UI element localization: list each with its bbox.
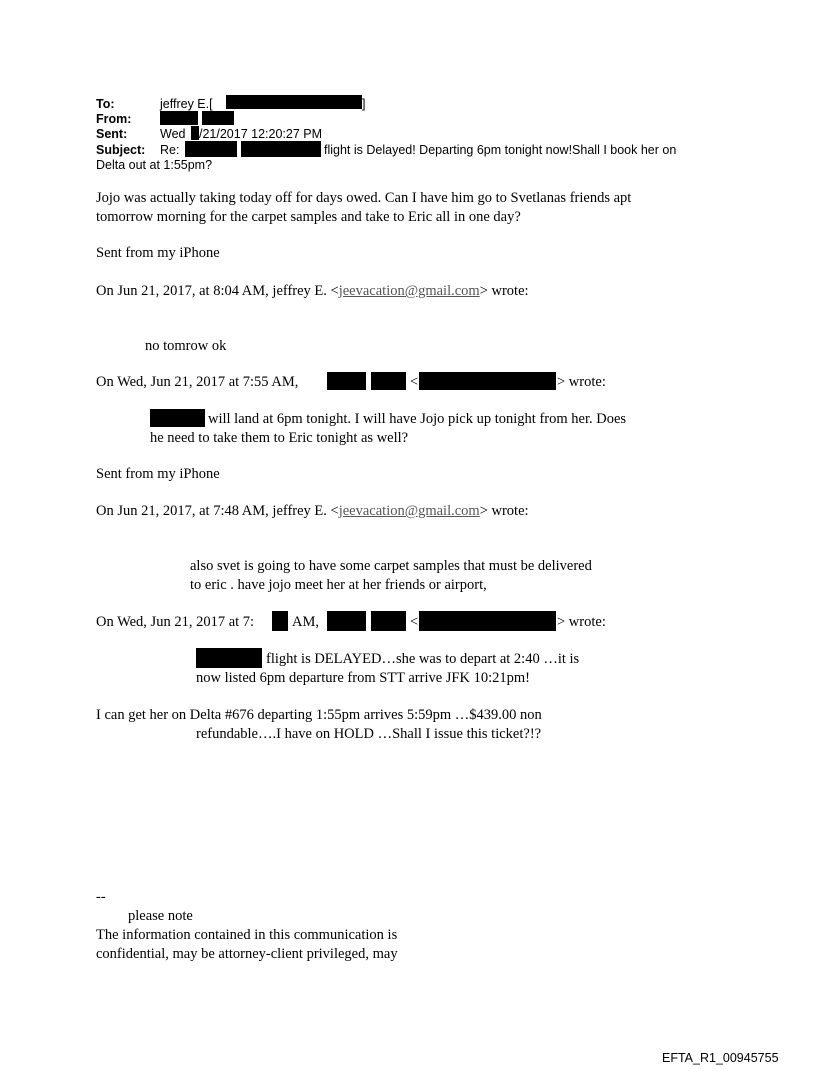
to-value: jeffrey E.[	[160, 97, 213, 111]
paragraph-line: flight is DELAYED…she was to depart at 2:40 …it is	[266, 651, 580, 667]
sent-label: Sent:	[96, 127, 128, 141]
redaction-block	[272, 611, 288, 631]
sent-value: /21/2017 12:20:27 PM	[199, 127, 323, 141]
paragraph-line: will land at 6pm tonight. I will have Jojo pick up tonight from her. Does	[208, 411, 627, 427]
paragraph-line: Jojo was actually taking today off for days owed. Can I have him go to Svetlanas friends apt	[96, 190, 632, 206]
redaction-block	[371, 372, 406, 390]
disclaimer-line: The information contained in this communication is	[96, 927, 398, 943]
reply-text: no tomrow ok	[145, 338, 227, 354]
to-label: To:	[96, 97, 115, 111]
quote-header-text: <	[410, 614, 419, 630]
from-label: From:	[96, 112, 132, 126]
disclaimer-line: confidential, may be attorney-client privileged, may	[96, 946, 398, 962]
quote-header	[96, 502, 529, 521]
redaction-block	[371, 611, 406, 631]
quote-header-text: > wrote:	[479, 283, 529, 299]
disclaimer-note: please note	[128, 908, 193, 924]
quote-header-text: On Wed, Jun 21, 2017 at 7:55 AM,	[96, 374, 299, 390]
paragraph-line: also svet is going to have some carpet samples that must be delivered	[190, 558, 592, 574]
quote-header-text: On Wed, Jun 21, 2017 at 7:	[96, 614, 255, 630]
redaction-block	[327, 372, 366, 390]
redaction-block	[160, 111, 198, 125]
paragraph-line: now listed 6pm departure from STT arrive JFK 10:21pm!	[196, 670, 530, 686]
redaction-block	[185, 141, 237, 157]
subject-rest: flight is Delayed! Departing 6pm tonight now!Shall I book her on	[324, 143, 677, 157]
quote-header	[96, 282, 529, 301]
redaction-block	[327, 611, 366, 631]
paragraph-line: he need to take them to Eric tonight as well?	[150, 430, 409, 446]
paragraph-line: refundable….I have on HOLD …Shall I issue this ticket?!?	[196, 726, 542, 742]
redaction-block	[419, 372, 556, 390]
paragraph-line: I can get her on Delta #676 departing 1:55pm arrives 5:59pm …$439.00 non	[96, 707, 542, 723]
email-link[interactable]: jeevacation@gmail.com	[338, 503, 480, 519]
signature-sent-from-iphone: Sent from my iPhone	[96, 466, 220, 482]
subject-label: Subject:	[96, 143, 146, 157]
quote-header-text: AM,	[292, 614, 319, 630]
redaction-block	[241, 141, 321, 157]
redaction-block	[196, 648, 262, 668]
redaction-block	[226, 95, 362, 109]
quote-header-text: On Jun 21, 2017, at 8:04 AM, jeffrey E. <	[96, 283, 339, 299]
redaction-block	[202, 111, 234, 125]
redaction-block	[419, 611, 556, 631]
email-link[interactable]: jeevacation@gmail.com	[338, 283, 480, 299]
signature-separator: --	[96, 889, 106, 905]
sent-day: Wed	[160, 127, 186, 141]
redaction-block	[191, 126, 199, 140]
to-close: ]	[362, 97, 366, 111]
redaction-block	[150, 409, 205, 427]
paragraph-line: to eric . have jojo meet her at her friends or airport,	[190, 577, 487, 593]
subject-prefix: Re:	[160, 143, 180, 157]
subject-continuation: Delta out at 1:55pm?	[96, 158, 213, 172]
quote-header-text: > wrote:	[479, 503, 529, 519]
paragraph-line: tomorrow morning for the carpet samples and take to Eric all in one day?	[96, 209, 521, 225]
quote-header-text: > wrote:	[557, 614, 606, 630]
quote-header-text: > wrote:	[557, 374, 606, 390]
quote-header-text: <	[410, 374, 419, 390]
quote-header-text: On Jun 21, 2017, at 7:48 AM, jeffrey E. <	[96, 503, 339, 519]
signature-sent-from-iphone: Sent from my iPhone	[96, 245, 220, 261]
document-id: EFTA_R1_00945755	[662, 1051, 779, 1065]
